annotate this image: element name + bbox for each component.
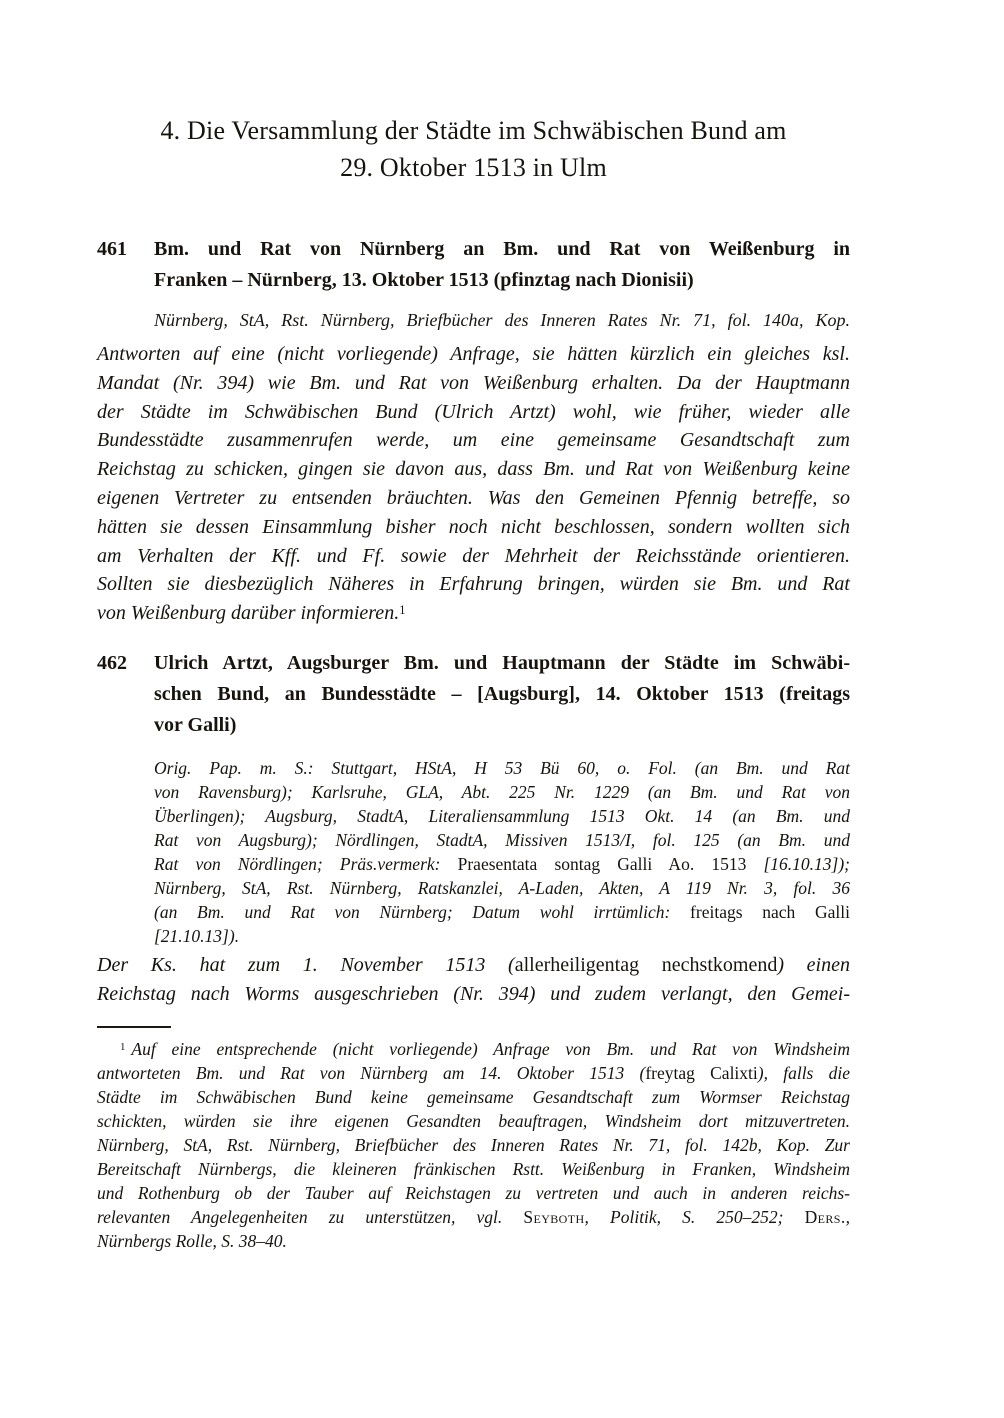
entry-number: 461	[97, 238, 127, 260]
text-block	[97, 0, 850, 1418]
entry-number: 462	[97, 652, 127, 674]
text-line	[154, 924, 850, 948]
text-run: relevanten Angelegenheiten zu unterstützen, vgl.	[97, 1207, 524, 1227]
entry-summary	[97, 951, 850, 1009]
text-run: vor Galli)	[154, 714, 237, 736]
text-run: Nürnbergs Rolle, S. 38–40.	[97, 1231, 287, 1251]
text-run: [16.10.13]);	[763, 854, 851, 874]
text-run: ), falls die	[757, 1063, 850, 1083]
text-line	[154, 852, 850, 876]
text-line	[97, 455, 850, 484]
text-run: hätten sie dessen Einsammlung bisher noch nicht beschlossen, sondern wollten sich	[97, 515, 850, 538]
archival-source-note	[154, 308, 850, 332]
text-run: Reichstag nach Worms ausgeschrieben (Nr. 394) und zudem verlangt, den Gemei-	[97, 983, 850, 1005]
text-line	[154, 780, 850, 804]
text-run: eigenen Vertreter zu entsenden bräuchten. Was den Gemeinen Pfennig betreffe, so	[97, 486, 850, 509]
text-run: Reichstag zu schicken, gingen sie davon aus, dass Bm. und Rat von Weißenburg keine	[97, 458, 850, 481]
text-line	[97, 1085, 850, 1109]
text-line	[97, 542, 850, 571]
text-line	[97, 1181, 850, 1205]
text-run: freitags nach Galli	[690, 902, 850, 922]
text-line	[97, 980, 850, 1009]
text-run: Politik, S. 250–252;	[610, 1207, 805, 1227]
entry-heading	[154, 648, 850, 741]
entry-heading	[154, 234, 850, 296]
chapter-title-line-2: 29. Oktober 1513 in Ulm	[340, 153, 607, 182]
text-run: Auf eine entsprechende (nicht vorliegende) Anfrage von Bm. und Rat von Windsheim	[131, 1039, 850, 1059]
entry-summary	[97, 340, 850, 628]
text-run: schickten, würden sie ihre eigenen Gesandten beauftragen, Windsheim dort mitzuvertreten.	[97, 1111, 850, 1131]
text-line	[97, 398, 850, 427]
footnote-marker-1: 1	[120, 1041, 126, 1054]
footnote-ref-1: 1	[399, 602, 406, 617]
text-line	[97, 513, 850, 542]
text-run: Seyboth	[523, 1207, 585, 1227]
text-run: Überlingen); Augsburg, StadtA, Literaliensammlung 1513 Okt. 14 (an Bm. und	[154, 806, 850, 826]
text-line	[97, 1061, 850, 1085]
text-run: Nürnberg, StA, Rst. Nürnberg, Briefbücher des Inneren Rates Nr. 71, fol. 142b, Kop. Zur	[97, 1135, 850, 1155]
text-line	[97, 369, 850, 398]
text-run: ,	[584, 1207, 611, 1227]
text-run: Nürnberg, StA, Rst. Nürnberg, Ratskanzlei, A-Laden, Akten, A 119 Nr. 3, fol. 36	[154, 878, 850, 898]
text-line	[97, 1157, 850, 1181]
text-run: schen Bund, an Bundesstädte – [Augsburg], 14. Oktober 1513 (freitags	[154, 683, 850, 705]
text-run: antworteten Bm. und Rat von Nürnberg am 14. Oktober 1513 (	[97, 1063, 646, 1083]
text-line	[97, 1037, 850, 1061]
text-run: Rat von Nördlingen; Präs.vermerk:	[154, 854, 458, 874]
text-run: (an Bm. und Rat von Nürnberg; Datum wohl irrtümlich:	[154, 902, 691, 922]
text-run: Bundesstädte zusammenrufen werde, um eine gemeinsame Gesandtschaft zum	[97, 429, 850, 452]
text-line	[97, 1205, 850, 1229]
text-line	[154, 900, 850, 924]
text-run: ,	[845, 1207, 851, 1227]
text-line	[97, 340, 850, 369]
chapter-title-line-1: 4. Die Versammlung der Städte im Schwäbischen Bund am	[160, 116, 787, 145]
text-run: und Rothenburg ob der Tauber auf Reichstagen zu vertreten und auch in anderen reichs-	[97, 1183, 850, 1203]
archival-source-note	[154, 756, 850, 948]
text-run: Franken – Nürnberg, 13. Oktober 1513 (pfinztag nach Dionisii)	[154, 269, 694, 291]
text-run: Der Ks. hat zum 1. November 1513 (	[97, 954, 515, 976]
text-run: Ders.	[804, 1207, 846, 1227]
text-line	[97, 1229, 850, 1253]
text-line	[97, 570, 850, 599]
text-run: von Ravensburg); Karlsruhe, GLA, Abt. 225 Nr. 1229 (an Bm. und Rat von	[154, 782, 850, 802]
text-line	[97, 599, 850, 628]
text-run: Städte im Schwäbischen Bund keine gemeinsame Gesandtschaft zum Wormser Reichstag	[97, 1087, 850, 1107]
text-line	[154, 265, 850, 296]
text-line	[154, 648, 850, 679]
text-run: Orig. Pap. m. S.: Stuttgart, HStA, H 53 Bü 60, o. Fol. (an Bm. und Rat	[154, 758, 850, 778]
document-entry-462	[97, 648, 850, 741]
document-entry-461	[97, 234, 850, 296]
footnote-1	[97, 1037, 850, 1253]
text-run: freytag Calixti	[645, 1063, 758, 1083]
text-run: der Städte im Schwäbischen Bund (Ulrich Artzt) wohl, wie früher, wieder alle	[97, 400, 850, 423]
text-run: am Verhalten der Kff. und Ff. sowie der Mehrheit der Reichsstände orientieren.	[97, 544, 850, 567]
text-run: Bereitschaft Nürnbergs, die kleineren fränkischen Rstt. Weißenburg in Franken, Windsheim	[97, 1159, 850, 1179]
text-line	[97, 1133, 850, 1157]
chapter-title	[97, 112, 850, 186]
text-line	[97, 1109, 850, 1133]
text-line	[154, 876, 850, 900]
text-line	[97, 484, 850, 513]
text-line	[97, 426, 850, 455]
text-run: Rat von Augsburg); Nördlingen, StadtA, Missiven 1513/I, fol. 125 (an Bm. und	[154, 830, 850, 850]
text-run: von Weißenburg darüber informieren.	[97, 602, 400, 625]
text-run: Nürnberg, StA, Rst. Nürnberg, Briefbücher des Inneren Rates Nr. 71, fol. 140a, Kop.	[154, 310, 850, 330]
text-run: Ulrich Artzt, Augsburger Bm. und Hauptmann der Städte im Schwäbi-	[154, 652, 850, 674]
text-run: Bm. und Rat von Nürnberg an Bm. und Rat von Weißenburg in	[154, 238, 850, 260]
text-line	[154, 710, 850, 741]
text-run: ) einen	[777, 954, 850, 976]
text-line	[154, 679, 850, 710]
text-line	[154, 804, 850, 828]
text-run: Praesentata sontag Galli Ao. 1513	[457, 854, 764, 874]
text-run: Sollten sie diesbezüglich Näheres in Erfahrung bringen, würden sie Bm. und Rat	[97, 573, 850, 596]
text-line	[154, 756, 850, 780]
text-run: Mandat (Nr. 394) wie Bm. und Rat von Weißenburg erhalten. Da der Hauptmann	[97, 371, 850, 394]
text-line	[154, 234, 850, 265]
footnote-separator-rule	[97, 1026, 171, 1028]
text-line	[154, 828, 850, 852]
text-line	[154, 308, 850, 332]
text-line	[97, 951, 850, 980]
text-run: [21.10.13]).	[154, 926, 240, 946]
text-run: Antworten auf eine (nicht vorliegende) Anfrage, sie hätten kürzlich ein gleiches ksl.	[97, 343, 850, 365]
text-run: allerheiligentag nechstkomend	[514, 954, 778, 976]
